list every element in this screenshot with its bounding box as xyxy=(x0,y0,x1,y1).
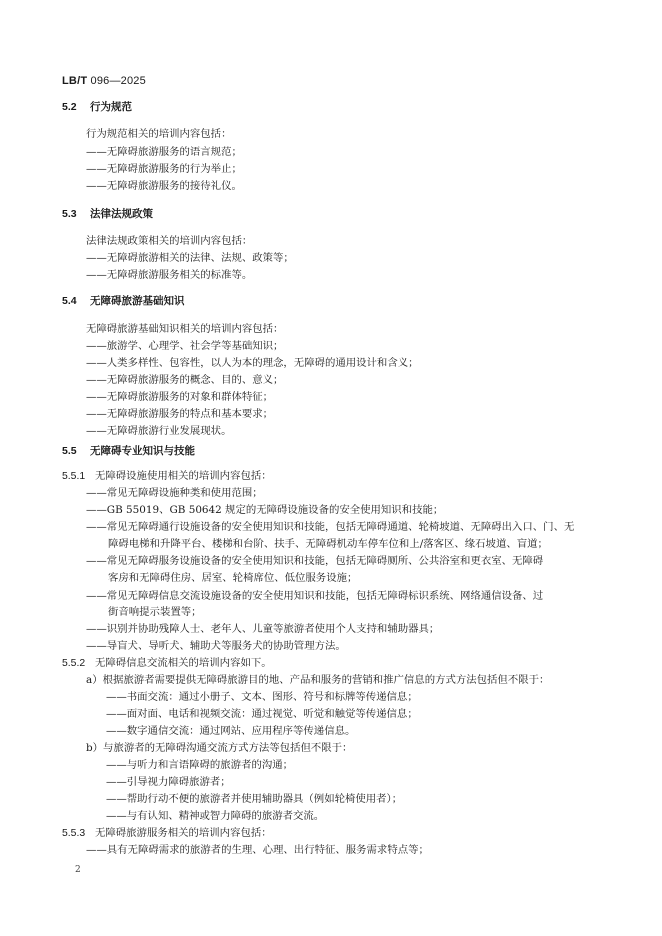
list-item: ——与有认知、精神或智力障碍的旅游者交流。 xyxy=(106,810,325,822)
list-item: ——识别并协助残障人士、老年人、儿童等旅游者使用个人支持和辅助器具； xyxy=(86,623,440,635)
list-item: ——无障碍旅游服务的语言规范； xyxy=(86,146,242,158)
list-item: ——GB 55019、GB 50642 规定的无障碍设施设备的安全使用知识和技能； xyxy=(86,504,444,516)
clause-intro: 无障碍信息交流相关的培训内容如下。 xyxy=(95,657,272,669)
list-item: ——面对面、电话和视频交流：通过视觉、听觉和触觉等传递信息； xyxy=(106,708,418,720)
clause-intro: 无障碍旅游服务相关的培训内容包括： xyxy=(95,827,272,839)
list-item: ——与听力和言语障碍的旅游者的沟通； xyxy=(106,759,294,771)
list-item: ——无障碍旅游服务的概念、目的、意义； xyxy=(86,374,284,386)
list-item: ——帮助行动不便的旅游者并使用辅助器具（例如轮椅使用者）； xyxy=(106,793,403,805)
list-item: ——无障碍旅游服务的接待礼仪。 xyxy=(86,180,242,192)
section-title: 无障碍专业知识与技能 xyxy=(90,445,195,457)
clause-5-5-1 xyxy=(62,469,272,484)
section-heading-5-3 xyxy=(62,207,153,221)
section-heading-5-5 xyxy=(62,444,195,458)
list-item-continuation: 客房和无障碍住房、居室、轮椅席位、低位服务设施； xyxy=(108,572,358,584)
page-number: 2 xyxy=(75,865,81,875)
clause-number: 5.5.2 xyxy=(62,658,86,669)
list-item: ——引导视力障碍旅游者； xyxy=(106,776,231,788)
section-number: 5.5 xyxy=(62,445,77,457)
list-item: ——无障碍旅游服务的对象和群体特征； xyxy=(86,391,274,403)
section-heading-5-4 xyxy=(62,294,185,308)
section-heading-5-2 xyxy=(62,100,132,114)
sub-item-b: b）与旅游者的无障碍沟通交流方式方法等包括但不限于： xyxy=(86,742,353,754)
section-title: 行为规范 xyxy=(90,101,132,113)
list-item: ——导盲犬、导听犬、辅助犬等服务犬的协助管理方法。 xyxy=(86,640,346,652)
list-item: ——无障碍旅游相关的法律、法规、政策等； xyxy=(86,252,294,264)
list-item: ——常见无障碍设施种类和使用范围； xyxy=(86,487,263,499)
section-title: 无障碍旅游基础知识 xyxy=(90,295,185,307)
clause-5-5-3 xyxy=(62,826,272,841)
list-item: ——常见无障碍通行设施设备的安全使用知识和技能，包括无障碍通道、轮椅坡道、无障碍出入口、门、无 xyxy=(86,521,575,533)
list-item: ——常见无障碍服务设施设备的安全使用知识和技能，包括无障碍厕所、公共浴室和更衣室、无障碍 xyxy=(86,555,544,567)
list-item: ——无障碍旅游服务的特点和基本要求； xyxy=(86,408,274,420)
standard-prefix: LB/T xyxy=(62,75,88,87)
section-title: 法律法规政策 xyxy=(90,208,153,220)
sub-item-a: a）根据旅游者需要提供无障碍旅游目的地、产品和服务的营销和推广信息的方式方法包括但不限于： xyxy=(86,674,550,686)
paragraph: 法律法规政策相关的培训内容包括： xyxy=(86,235,253,247)
section-number: 5.4 xyxy=(62,295,77,307)
clause-number: 5.5.1 xyxy=(62,471,86,482)
list-item: ——无障碍旅游服务的行为举止； xyxy=(86,163,242,175)
paragraph: 无障碍旅游基础知识相关的培训内容包括： xyxy=(86,323,284,335)
list-item: ——人类多样性、包容性，以人为本的理念，无障碍的通用设计和含义； xyxy=(86,357,419,369)
list-item: ——数字通信交流：通过网站、应用程序等传递信息。 xyxy=(106,725,356,737)
list-item-continuation: 障碍电梯和升降平台、楼梯和台阶、扶手、无障碍机动车停车位和上/落客区、缘石坡道、盲道； xyxy=(108,538,548,550)
standard-number: 096—2025 xyxy=(87,75,146,87)
clause-5-5-2 xyxy=(62,656,272,671)
list-item: ——无障碍旅游行业发展现状。 xyxy=(86,425,232,437)
list-item: ——无障碍旅游服务相关的标准等。 xyxy=(86,269,253,281)
section-number: 5.3 xyxy=(62,208,77,220)
list-item: ——常见无障碍信息交流设施设备的安全使用知识和技能，包括无障碍标识系统、网络通信设备、过 xyxy=(86,590,544,602)
paragraph: 行为规范相关的培训内容包括： xyxy=(86,128,232,140)
document-code-header xyxy=(62,75,146,87)
section-number: 5.2 xyxy=(62,101,77,113)
list-item: ——旅游学、心理学、社会学等基础知识； xyxy=(86,340,284,352)
clause-intro: 无障碍设施使用相关的培训内容包括： xyxy=(95,470,272,482)
clause-number: 5.5.3 xyxy=(62,828,86,839)
list-item: ——具有无障碍需求的旅游者的生理、心理、出行特征、服务需求特点等； xyxy=(86,844,429,856)
list-item: ——书面交流：通过小册子、文本、图形、符号和标牌等传递信息； xyxy=(106,691,418,703)
list-item-continuation: 街音响提示装置等； xyxy=(108,606,202,618)
